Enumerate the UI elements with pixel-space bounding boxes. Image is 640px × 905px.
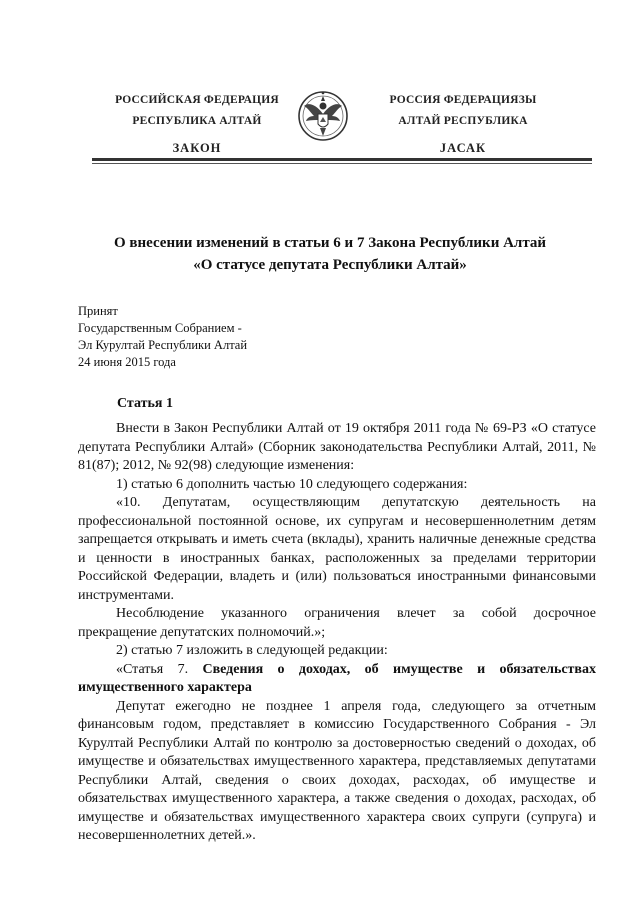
paragraph-1: Внести в Закон Республики Алтай от 19 октября 2011 года № 69-РЗ «О статусе депутата Республики Алтай» (Сборник законодательства Республики Алтай, 2011, № 81(87); 2012, № 92(98) следующие изменения: <box>78 421 596 473</box>
paragraph-4: Несоблюдение указанного ограничения влечет за собой досрочное прекращение депутатских полномочий.»; <box>78 606 596 640</box>
paragraph-3: «10. Депутатам, осуществляющим депутатскую деятельность на профессиональной постоянной основе, их супругам и несовершеннолетним детям запрещается открывать и иметь счета (вклады), хранить наличные денежные средства и ценности в иностранных банках, расположенных за пределами территории Российской Федерации, владеть и (или) пользоваться иностранными финансовыми инструментами. <box>78 495 596 603</box>
paragraph-5: 2) статью 7 изложить в следующей редакции: <box>116 643 388 658</box>
article-7-prefix: «Статья 7. <box>116 661 203 677</box>
coat-of-arms-icon <box>296 84 350 148</box>
paragraph-6 <box>78 661 596 698</box>
header-divider-thin <box>92 163 592 164</box>
adoption-line1: Принят <box>78 304 118 318</box>
article-body <box>78 420 596 846</box>
article-7-title: Сведения о доходах, об имуществе и обязательствах имущественного характера <box>78 661 596 695</box>
header-right-law: JАСАК <box>439 141 487 155</box>
law-title-line1: О внесении изменений в статьи 6 и 7 Закона Республики Алтай <box>113 235 547 251</box>
paragraph-2: 1) статью 6 дополнить частью 10 следующего содержания: <box>116 476 468 492</box>
header-left-law: ЗАКОН <box>172 141 222 155</box>
adoption-line3: Эл Курултай Республики Алтай <box>78 338 248 352</box>
law-title-line2: «О статусе депутата Республики Алтай» <box>193 257 467 273</box>
header-right-country: РОССИЯ ФЕДЕРАЦИЯЗЫ <box>389 94 537 106</box>
header-right-republic: АЛТАЙ РЕСПУБЛИКА <box>398 115 528 127</box>
article-heading: Статья 1 <box>117 396 173 411</box>
header-right <box>358 90 568 159</box>
adoption-date: 24 июня 2015 года <box>78 355 176 369</box>
header-divider-thick <box>92 158 592 161</box>
law-title <box>70 232 590 276</box>
header-left <box>92 90 302 159</box>
adoption-block <box>78 303 247 371</box>
paragraph-7: Депутат ежегодно не позднее 1 апреля года, следующего за отчетным финансовым годом, представляет в комиссию Государственного Собрания - Эл Курултай Республики Алтай по контролю за достоверностью сведений о доходах, об имуществе и обязательствах имущественного характера, представляемых депутатами Республики Алтай, сведения о своих доходах, расходах, об имуществе и обязательствах имущественного характера, а также сведения о доходах, расходах, об имуществе и обязательствах имущественного характера своих супруги (супруга) и несовершеннолетних детей.». <box>78 698 596 843</box>
header-left-country: РОССИЙСКАЯ ФЕДЕРАЦИЯ <box>115 94 279 106</box>
header-left-republic: РЕСПУБЛИКА АЛТАЙ <box>132 115 262 127</box>
adoption-line2: Государственным Собранием - <box>78 321 242 335</box>
